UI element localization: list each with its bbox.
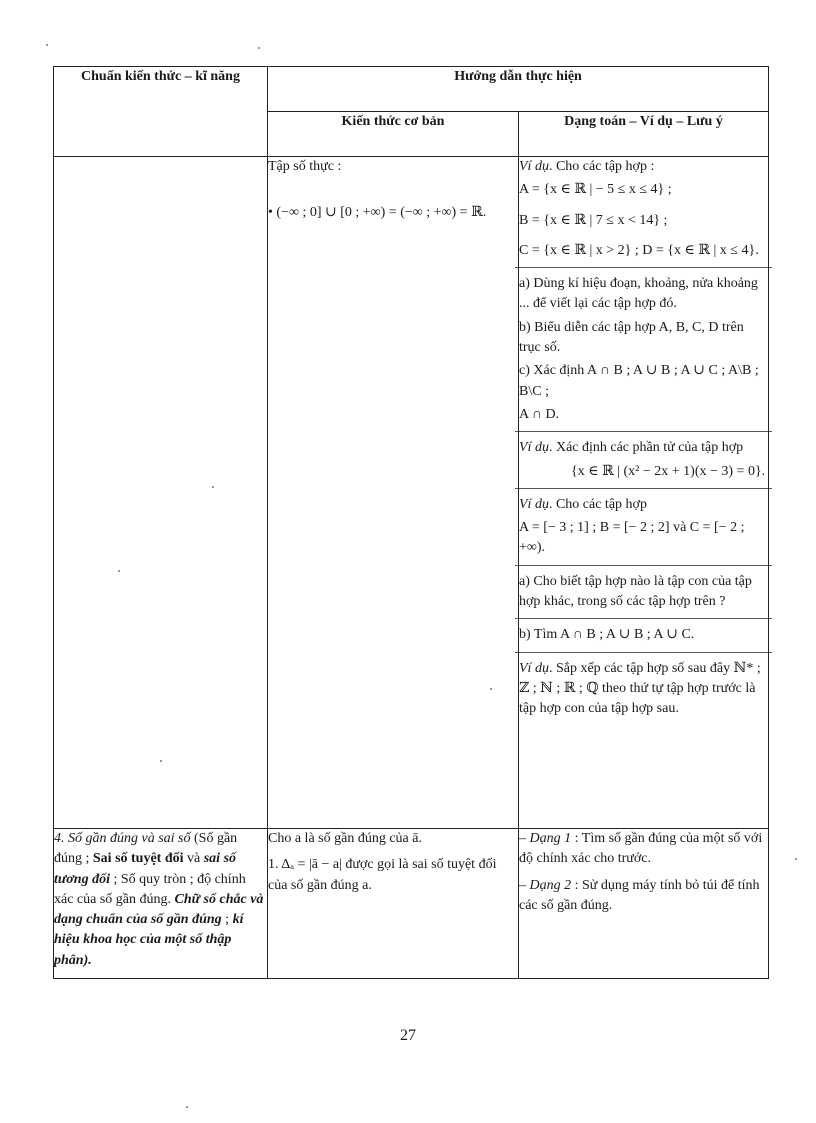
example3-intro (519, 495, 768, 515)
scan-speck (186, 1106, 188, 1108)
exercise-type-1 (519, 829, 768, 870)
topic-absolute-error: Sai số tuyệt đối (92, 851, 184, 867)
example2-tag: Ví dụ (519, 440, 549, 456)
example1-set-a: A = {x ∈ ℝ | − 5 ≤ x ≤ 4} ; (519, 182, 672, 198)
example3-sets: A = [− 3 ; 1] ; B = [− 2 ; 2] và C = [− 2 ; +∞). (519, 520, 745, 556)
example4-tag: Ví dụ (519, 660, 549, 676)
topic-significant-digits: Chữ số chắc và dạng chuẩn của số gần đúng (54, 891, 264, 928)
example3-part-b: b) Tìm A ∩ B ; A ∪ B ; A ∪ C. (519, 627, 695, 643)
page-number: 27 (400, 1027, 416, 1044)
example1-set-cd: C = {x ∈ ℝ | x > 2} ; D = {x ∈ ℝ | x ≤ 4}. (519, 242, 759, 258)
header-skills (54, 67, 268, 157)
example2-text (519, 438, 768, 458)
example3-part-a: a) Cho biết tập hợp nào là tập con của tập hợp khác, trong số các tập hợp trên ? (519, 573, 752, 610)
example4-text (519, 659, 768, 720)
exercise-type-2-text: : Sử dụng máy tính bỏ túi để tính các số gần đúng. (519, 877, 760, 913)
example1-intro (519, 157, 768, 177)
topic-text: ; Số quy tròn ; độ chính xác của số gần đúng. (54, 871, 246, 907)
example3-intro-text: . Cho các tập hợp (548, 496, 647, 512)
exercise-type-1-tag: – Dạng 1 (519, 831, 572, 846)
example1-intro-text: . Cho các tập hợp : (548, 159, 655, 174)
divider (515, 565, 772, 566)
scan-speck (795, 858, 797, 860)
topic-title: 4. Số gần đúng và sai số (54, 831, 191, 846)
row1-knowledge-cell (268, 157, 519, 829)
example1-tag: Ví dụ (519, 159, 549, 174)
row2-exercise-cell (519, 829, 769, 979)
curriculum-table (53, 66, 769, 979)
header-basic-knowledge-label: Kiến thức cơ bản (341, 114, 445, 129)
real-set-title: Tập số thực : (268, 159, 342, 174)
example2-set: {x ∈ ℝ | (x² − 2x + 1)(x − 3) = 0}. (571, 463, 766, 479)
divider (515, 618, 772, 619)
row2-skills-cell (54, 829, 268, 979)
header-exercise-types (519, 112, 769, 157)
header-skills-label: Chuẩn kiến thức – kĩ năng (81, 69, 240, 84)
example3-tag: Ví dụ (519, 496, 549, 512)
absolute-error-definition: 1. Δₐ = |ā − a| được gọi là sai số tuyệt đối của số gần đúng a. (268, 857, 497, 893)
row1-examples-cell (519, 157, 769, 829)
exercise-type-1-text: : Tìm số gần đúng của một số với độ chính xác cho trước. (519, 831, 763, 867)
scan-speck (46, 44, 48, 46)
example1-set-b: B = {x ∈ ℝ | 7 ≤ x < 14} ; (519, 212, 668, 228)
approx-intro: Cho a là số gần đúng của ā. (268, 831, 422, 846)
example1-part-a: a) Dùng kí hiệu đoạn, khoảng, nửa khoảng ... để viết lại các tập hợp đó. (519, 276, 758, 312)
row2-knowledge-cell (268, 829, 519, 979)
header-guidance-label: Hướng dẫn thực hiện (454, 69, 582, 84)
topic-text: và (183, 851, 204, 867)
divider (515, 652, 772, 653)
divider (515, 431, 772, 432)
topic-relative-error: sai số tương đối (54, 851, 237, 887)
topic-text: (Số gần đúng ; (54, 831, 238, 867)
example1-part-c: c) Xác định A ∩ B ; A ∪ B ; A ∪ C ; A\B ; B\C ; (519, 363, 759, 399)
header-guidance (268, 67, 769, 112)
row1-skills-cell (54, 157, 268, 829)
scan-speck (258, 47, 260, 49)
example1-part-b: b) Biểu diễn các tập hợp A, B, C, D trên trục số. (519, 319, 744, 356)
header-basic-knowledge (268, 112, 519, 157)
divider (515, 267, 772, 268)
topic-text: ; (221, 912, 233, 928)
header-exercise-types-label: Dạng toán – Ví dụ – Lưu ý (564, 114, 723, 129)
divider (515, 488, 772, 489)
example2-text-body: . Xác định các phần tử của tập hợp (548, 440, 744, 456)
example4-text-body: . Sắp xếp các tập hợp số sau đây ℕ* ; ℤ ; ℕ ; ℝ ; ℚ theo thứ tự tập hợp trước là tập hợp con của tập hợp sau. (519, 660, 761, 717)
exercise-type-2-tag: – Dạng 2 (519, 877, 572, 893)
topic-scientific-notation: kí hiệu khoa học của một số thập phân). (54, 912, 244, 968)
exercise-type-2 (519, 876, 768, 917)
example1-part-c-cont: A ∩ D. (519, 406, 560, 422)
real-set-formula: • (−∞ ; 0] ∪ [0 ; +∞) = (−∞ ; +∞) = ℝ. (268, 205, 487, 221)
